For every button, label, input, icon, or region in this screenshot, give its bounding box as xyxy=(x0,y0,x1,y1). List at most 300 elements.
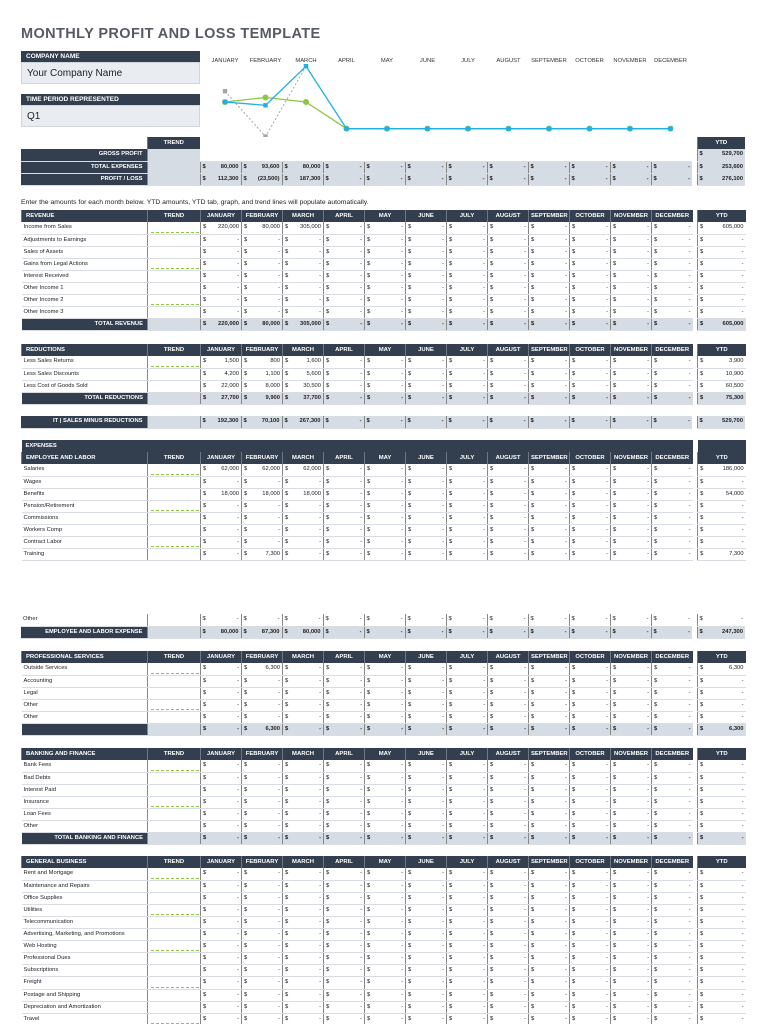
month-value-april[interactable] xyxy=(324,380,365,392)
month-value-february[interactable] xyxy=(242,513,283,525)
month-value-december[interactable] xyxy=(652,880,693,892)
month-value-september[interactable] xyxy=(529,488,570,500)
month-value-april[interactable] xyxy=(324,500,365,512)
month-value-march[interactable] xyxy=(283,796,324,808)
month-value-june[interactable] xyxy=(406,772,447,784)
month-value-february[interactable] xyxy=(242,549,283,561)
month-value-april[interactable] xyxy=(324,880,365,892)
month-value-may[interactable] xyxy=(365,549,406,561)
month-value-october[interactable] xyxy=(569,614,610,626)
month-value-september[interactable] xyxy=(529,760,570,772)
month-value-december[interactable] xyxy=(652,246,693,258)
month-value-november[interactable] xyxy=(611,892,652,904)
month-value-january[interactable] xyxy=(201,549,242,561)
month-value-october[interactable] xyxy=(570,784,611,796)
month-value-march[interactable] xyxy=(283,808,324,820)
month-value-march[interactable] xyxy=(283,283,324,295)
month-value-march[interactable] xyxy=(283,1013,324,1024)
month-value-july[interactable] xyxy=(447,880,488,892)
month-value-june[interactable] xyxy=(406,675,447,687)
month-value-june[interactable] xyxy=(406,307,447,319)
month-value-april[interactable] xyxy=(324,513,365,525)
month-value-april[interactable] xyxy=(324,808,365,820)
month-value-october[interactable] xyxy=(570,380,611,392)
month-value-august[interactable] xyxy=(488,513,529,525)
month-value-september[interactable] xyxy=(529,880,570,892)
month-value-august[interactable] xyxy=(488,500,529,512)
month-value-april[interactable] xyxy=(324,663,365,675)
month-value-february[interactable] xyxy=(242,488,283,500)
month-value-january[interactable] xyxy=(201,270,242,282)
month-value-may[interactable] xyxy=(365,663,406,675)
month-value-september[interactable] xyxy=(529,675,570,687)
month-value-december[interactable] xyxy=(652,307,693,319)
month-value-march[interactable] xyxy=(283,380,324,392)
month-value-june[interactable] xyxy=(406,525,447,537)
month-value-july[interactable] xyxy=(447,868,488,880)
month-value-march[interactable] xyxy=(283,965,324,977)
month-value-july[interactable] xyxy=(447,234,488,246)
month-value-june[interactable] xyxy=(406,258,447,270)
month-value-february[interactable] xyxy=(242,687,283,699)
month-value-august[interactable] xyxy=(488,488,529,500)
month-value-july[interactable] xyxy=(447,892,488,904)
month-value-march[interactable] xyxy=(283,687,324,699)
month-value-november[interactable] xyxy=(611,295,652,307)
month-value-december[interactable] xyxy=(652,500,693,512)
month-value-july[interactable] xyxy=(447,687,488,699)
month-value-august[interactable] xyxy=(488,916,529,928)
month-value-november[interactable] xyxy=(611,549,652,561)
month-value-february[interactable] xyxy=(242,784,283,796)
month-value-may[interactable] xyxy=(365,368,406,380)
month-value-february[interactable] xyxy=(242,929,283,941)
month-value-october[interactable] xyxy=(570,1013,611,1024)
month-value-march[interactable] xyxy=(283,476,324,488)
month-value-january[interactable] xyxy=(201,464,242,476)
month-value-december[interactable] xyxy=(652,796,693,808)
month-value-january[interactable] xyxy=(201,965,242,977)
month-value-august[interactable] xyxy=(488,222,529,234)
month-value-october[interactable] xyxy=(570,356,611,368)
month-value-march[interactable] xyxy=(283,977,324,989)
month-value-october[interactable] xyxy=(570,488,611,500)
month-value-september[interactable] xyxy=(528,614,569,626)
month-value-september[interactable] xyxy=(529,549,570,561)
month-value-august[interactable] xyxy=(488,941,529,953)
month-value-december[interactable] xyxy=(652,808,693,820)
month-value-november[interactable] xyxy=(611,464,652,476)
month-value-october[interactable] xyxy=(570,476,611,488)
month-value-december[interactable] xyxy=(652,258,693,270)
month-value-april[interactable] xyxy=(324,941,365,953)
month-value-december[interactable] xyxy=(652,368,693,380)
month-value-october[interactable] xyxy=(570,675,611,687)
month-value-july[interactable] xyxy=(447,270,488,282)
month-value-may[interactable] xyxy=(365,488,406,500)
month-value-july[interactable] xyxy=(447,380,488,392)
company-name-field[interactable]: Your Company Name xyxy=(21,62,200,84)
month-value-june[interactable] xyxy=(406,904,447,916)
month-value-march[interactable] xyxy=(283,868,324,880)
month-value-august[interactable] xyxy=(488,821,529,833)
month-value-december[interactable] xyxy=(652,699,693,711)
month-value-august[interactable] xyxy=(488,699,529,711)
month-value-july[interactable] xyxy=(447,246,488,258)
month-value-may[interactable] xyxy=(365,464,406,476)
month-value-january[interactable] xyxy=(201,1001,242,1013)
month-value-september[interactable] xyxy=(529,904,570,916)
month-value-september[interactable] xyxy=(529,953,570,965)
month-value-july[interactable] xyxy=(446,614,487,626)
month-value-october[interactable] xyxy=(570,868,611,880)
month-value-february[interactable] xyxy=(242,476,283,488)
month-value-july[interactable] xyxy=(447,965,488,977)
month-value-march[interactable] xyxy=(283,1001,324,1013)
month-value-january[interactable] xyxy=(201,537,242,549)
month-value-december[interactable] xyxy=(652,270,693,282)
month-value-february[interactable] xyxy=(242,916,283,928)
month-value-august[interactable] xyxy=(488,246,529,258)
month-value-november[interactable] xyxy=(611,699,652,711)
month-value-august[interactable] xyxy=(488,476,529,488)
month-value-april[interactable] xyxy=(324,234,365,246)
month-value-november[interactable] xyxy=(611,772,652,784)
month-value-november[interactable] xyxy=(611,663,652,675)
month-value-november[interactable] xyxy=(611,880,652,892)
month-value-september[interactable] xyxy=(529,808,570,820)
month-value-may[interactable] xyxy=(365,916,406,928)
month-value-january[interactable] xyxy=(201,488,242,500)
month-value-february[interactable] xyxy=(242,904,283,916)
month-value-july[interactable] xyxy=(447,295,488,307)
month-value-february[interactable] xyxy=(242,953,283,965)
month-value-june[interactable] xyxy=(406,356,447,368)
month-value-april[interactable] xyxy=(324,711,365,723)
month-value-september[interactable] xyxy=(529,784,570,796)
month-value-january[interactable] xyxy=(201,687,242,699)
month-value-july[interactable] xyxy=(447,537,488,549)
month-value-july[interactable] xyxy=(447,283,488,295)
month-value-january[interactable] xyxy=(201,941,242,953)
month-value-february[interactable] xyxy=(242,356,283,368)
month-value-january[interactable] xyxy=(201,525,242,537)
month-value-june[interactable] xyxy=(406,784,447,796)
month-value-september[interactable] xyxy=(529,513,570,525)
month-value-september[interactable] xyxy=(529,687,570,699)
month-value-february[interactable] xyxy=(241,614,282,626)
month-value-december[interactable] xyxy=(652,464,693,476)
month-value-august[interactable] xyxy=(488,234,529,246)
month-value-may[interactable] xyxy=(365,821,406,833)
month-value-june[interactable] xyxy=(406,476,447,488)
month-value-march[interactable] xyxy=(282,614,323,626)
month-value-february[interactable] xyxy=(242,821,283,833)
month-value-november[interactable] xyxy=(611,1001,652,1013)
month-value-october[interactable] xyxy=(570,549,611,561)
month-value-may[interactable] xyxy=(365,283,406,295)
month-value-may[interactable] xyxy=(364,614,405,626)
month-value-december[interactable] xyxy=(652,711,693,723)
month-value-february[interactable] xyxy=(242,711,283,723)
month-value-september[interactable] xyxy=(529,796,570,808)
month-value-november[interactable] xyxy=(611,808,652,820)
month-value-july[interactable] xyxy=(447,488,488,500)
month-value-december[interactable] xyxy=(652,904,693,916)
month-value-october[interactable] xyxy=(570,892,611,904)
month-value-march[interactable] xyxy=(283,500,324,512)
month-value-november[interactable] xyxy=(611,222,652,234)
month-value-october[interactable] xyxy=(570,953,611,965)
month-value-may[interactable] xyxy=(365,295,406,307)
month-value-april[interactable] xyxy=(324,356,365,368)
month-value-february[interactable] xyxy=(242,1013,283,1024)
month-value-may[interactable] xyxy=(365,796,406,808)
month-value-march[interactable] xyxy=(283,234,324,246)
month-value-september[interactable] xyxy=(529,965,570,977)
month-value-march[interactable] xyxy=(283,513,324,525)
month-value-january[interactable] xyxy=(201,1013,242,1024)
month-value-march[interactable] xyxy=(283,488,324,500)
month-value-january[interactable] xyxy=(201,222,242,234)
month-value-july[interactable] xyxy=(447,549,488,561)
month-value-december[interactable] xyxy=(652,772,693,784)
month-value-september[interactable] xyxy=(529,307,570,319)
month-value-november[interactable] xyxy=(611,941,652,953)
month-value-march[interactable] xyxy=(283,356,324,368)
month-value-september[interactable] xyxy=(529,246,570,258)
month-value-october[interactable] xyxy=(570,258,611,270)
month-value-june[interactable] xyxy=(406,295,447,307)
month-value-march[interactable] xyxy=(283,258,324,270)
month-value-february[interactable] xyxy=(242,500,283,512)
month-value-october[interactable] xyxy=(570,1001,611,1013)
month-value-july[interactable] xyxy=(447,808,488,820)
month-value-february[interactable] xyxy=(242,222,283,234)
month-value-february[interactable] xyxy=(242,965,283,977)
month-value-april[interactable] xyxy=(324,977,365,989)
month-value-march[interactable] xyxy=(283,821,324,833)
month-value-november[interactable] xyxy=(611,368,652,380)
month-value-september[interactable] xyxy=(529,270,570,282)
month-value-january[interactable] xyxy=(201,258,242,270)
month-value-november[interactable] xyxy=(611,476,652,488)
month-value-march[interactable] xyxy=(283,904,324,916)
month-value-january[interactable] xyxy=(201,916,242,928)
month-value-november[interactable] xyxy=(611,500,652,512)
month-value-october[interactable] xyxy=(570,513,611,525)
month-value-october[interactable] xyxy=(570,537,611,549)
month-value-may[interactable] xyxy=(365,1001,406,1013)
month-value-february[interactable] xyxy=(242,525,283,537)
month-value-september[interactable] xyxy=(529,283,570,295)
month-value-november[interactable] xyxy=(610,614,651,626)
month-value-june[interactable] xyxy=(406,760,447,772)
month-value-august[interactable] xyxy=(488,784,529,796)
month-value-december[interactable] xyxy=(652,222,693,234)
month-value-january[interactable] xyxy=(201,307,242,319)
month-value-may[interactable] xyxy=(365,500,406,512)
month-value-august[interactable] xyxy=(488,880,529,892)
month-value-january[interactable] xyxy=(201,368,242,380)
month-value-january[interactable] xyxy=(201,283,242,295)
month-value-may[interactable] xyxy=(365,234,406,246)
month-value-october[interactable] xyxy=(570,760,611,772)
month-value-june[interactable] xyxy=(406,808,447,820)
month-value-august[interactable] xyxy=(488,307,529,319)
month-value-september[interactable] xyxy=(529,368,570,380)
month-value-march[interactable] xyxy=(283,699,324,711)
month-value-january[interactable] xyxy=(201,246,242,258)
month-value-april[interactable] xyxy=(324,283,365,295)
month-value-april[interactable] xyxy=(324,687,365,699)
month-value-may[interactable] xyxy=(365,270,406,282)
month-value-july[interactable] xyxy=(447,525,488,537)
time-period-field[interactable]: Q1 xyxy=(21,105,200,127)
month-value-may[interactable] xyxy=(365,989,406,1001)
month-value-february[interactable] xyxy=(242,760,283,772)
month-value-october[interactable] xyxy=(570,821,611,833)
month-value-december[interactable] xyxy=(652,892,693,904)
month-value-april[interactable] xyxy=(324,904,365,916)
month-value-february[interactable] xyxy=(242,941,283,953)
month-value-november[interactable] xyxy=(611,1013,652,1024)
month-value-may[interactable] xyxy=(365,941,406,953)
month-value-august[interactable] xyxy=(488,295,529,307)
month-value-july[interactable] xyxy=(447,513,488,525)
month-value-july[interactable] xyxy=(447,356,488,368)
month-value-august[interactable] xyxy=(488,989,529,1001)
month-value-november[interactable] xyxy=(611,356,652,368)
month-value-august[interactable] xyxy=(488,796,529,808)
month-value-july[interactable] xyxy=(447,941,488,953)
month-value-june[interactable] xyxy=(406,929,447,941)
month-value-october[interactable] xyxy=(570,283,611,295)
month-value-october[interactable] xyxy=(570,246,611,258)
month-value-october[interactable] xyxy=(570,808,611,820)
month-value-december[interactable] xyxy=(652,234,693,246)
month-value-july[interactable] xyxy=(447,977,488,989)
month-value-november[interactable] xyxy=(611,687,652,699)
month-value-september[interactable] xyxy=(529,772,570,784)
month-value-june[interactable] xyxy=(406,246,447,258)
month-value-january[interactable] xyxy=(201,380,242,392)
month-value-june[interactable] xyxy=(406,488,447,500)
month-value-august[interactable] xyxy=(488,380,529,392)
month-value-july[interactable] xyxy=(447,916,488,928)
month-value-may[interactable] xyxy=(365,258,406,270)
month-value-october[interactable] xyxy=(570,941,611,953)
month-value-september[interactable] xyxy=(529,295,570,307)
month-value-may[interactable] xyxy=(365,929,406,941)
month-value-july[interactable] xyxy=(447,464,488,476)
month-value-april[interactable] xyxy=(324,892,365,904)
month-value-november[interactable] xyxy=(611,270,652,282)
month-value-november[interactable] xyxy=(611,488,652,500)
month-value-may[interactable] xyxy=(365,977,406,989)
month-value-july[interactable] xyxy=(447,675,488,687)
month-value-january[interactable] xyxy=(201,904,242,916)
month-value-november[interactable] xyxy=(611,965,652,977)
month-value-january[interactable] xyxy=(201,989,242,1001)
month-value-may[interactable] xyxy=(365,699,406,711)
month-value-december[interactable] xyxy=(652,283,693,295)
month-value-august[interactable] xyxy=(488,464,529,476)
month-value-august[interactable] xyxy=(488,965,529,977)
month-value-july[interactable] xyxy=(447,476,488,488)
month-value-august[interactable] xyxy=(488,675,529,687)
month-value-may[interactable] xyxy=(365,760,406,772)
month-value-april[interactable] xyxy=(323,614,364,626)
month-value-march[interactable] xyxy=(283,525,324,537)
month-value-april[interactable] xyxy=(324,989,365,1001)
month-value-january[interactable] xyxy=(201,675,242,687)
month-value-january[interactable] xyxy=(201,699,242,711)
month-value-september[interactable] xyxy=(529,464,570,476)
month-value-march[interactable] xyxy=(283,663,324,675)
month-value-november[interactable] xyxy=(611,513,652,525)
month-value-may[interactable] xyxy=(365,784,406,796)
month-value-august[interactable] xyxy=(488,283,529,295)
month-value-june[interactable] xyxy=(406,464,447,476)
month-value-march[interactable] xyxy=(283,675,324,687)
month-value-july[interactable] xyxy=(447,500,488,512)
month-value-april[interactable] xyxy=(324,916,365,928)
month-value-december[interactable] xyxy=(651,614,692,626)
month-value-february[interactable] xyxy=(242,380,283,392)
month-value-october[interactable] xyxy=(570,929,611,941)
month-value-august[interactable] xyxy=(488,904,529,916)
month-value-october[interactable] xyxy=(570,687,611,699)
month-value-april[interactable] xyxy=(324,965,365,977)
month-value-november[interactable] xyxy=(611,711,652,723)
month-value-may[interactable] xyxy=(365,1013,406,1024)
month-value-october[interactable] xyxy=(570,989,611,1001)
month-value-november[interactable] xyxy=(611,916,652,928)
month-value-august[interactable] xyxy=(488,892,529,904)
month-value-december[interactable] xyxy=(652,380,693,392)
month-value-august[interactable] xyxy=(488,368,529,380)
month-value-september[interactable] xyxy=(529,663,570,675)
month-value-march[interactable] xyxy=(283,772,324,784)
month-value-february[interactable] xyxy=(242,234,283,246)
month-value-june[interactable] xyxy=(406,368,447,380)
month-value-may[interactable] xyxy=(365,307,406,319)
month-value-december[interactable] xyxy=(652,525,693,537)
month-value-november[interactable] xyxy=(611,246,652,258)
month-value-november[interactable] xyxy=(611,234,652,246)
month-value-april[interactable] xyxy=(324,772,365,784)
month-value-may[interactable] xyxy=(365,380,406,392)
month-value-january[interactable] xyxy=(201,953,242,965)
month-value-december[interactable] xyxy=(652,760,693,772)
month-value-march[interactable] xyxy=(283,760,324,772)
month-value-august[interactable] xyxy=(488,711,529,723)
month-value-june[interactable] xyxy=(406,892,447,904)
month-value-july[interactable] xyxy=(447,929,488,941)
month-value-december[interactable] xyxy=(652,488,693,500)
month-value-november[interactable] xyxy=(611,525,652,537)
month-value-august[interactable] xyxy=(488,1001,529,1013)
month-value-march[interactable] xyxy=(283,892,324,904)
month-value-april[interactable] xyxy=(324,953,365,965)
month-value-august[interactable] xyxy=(488,356,529,368)
month-value-january[interactable] xyxy=(201,808,242,820)
month-value-december[interactable] xyxy=(652,356,693,368)
month-value-april[interactable] xyxy=(324,222,365,234)
month-value-march[interactable] xyxy=(283,549,324,561)
month-value-september[interactable] xyxy=(529,868,570,880)
